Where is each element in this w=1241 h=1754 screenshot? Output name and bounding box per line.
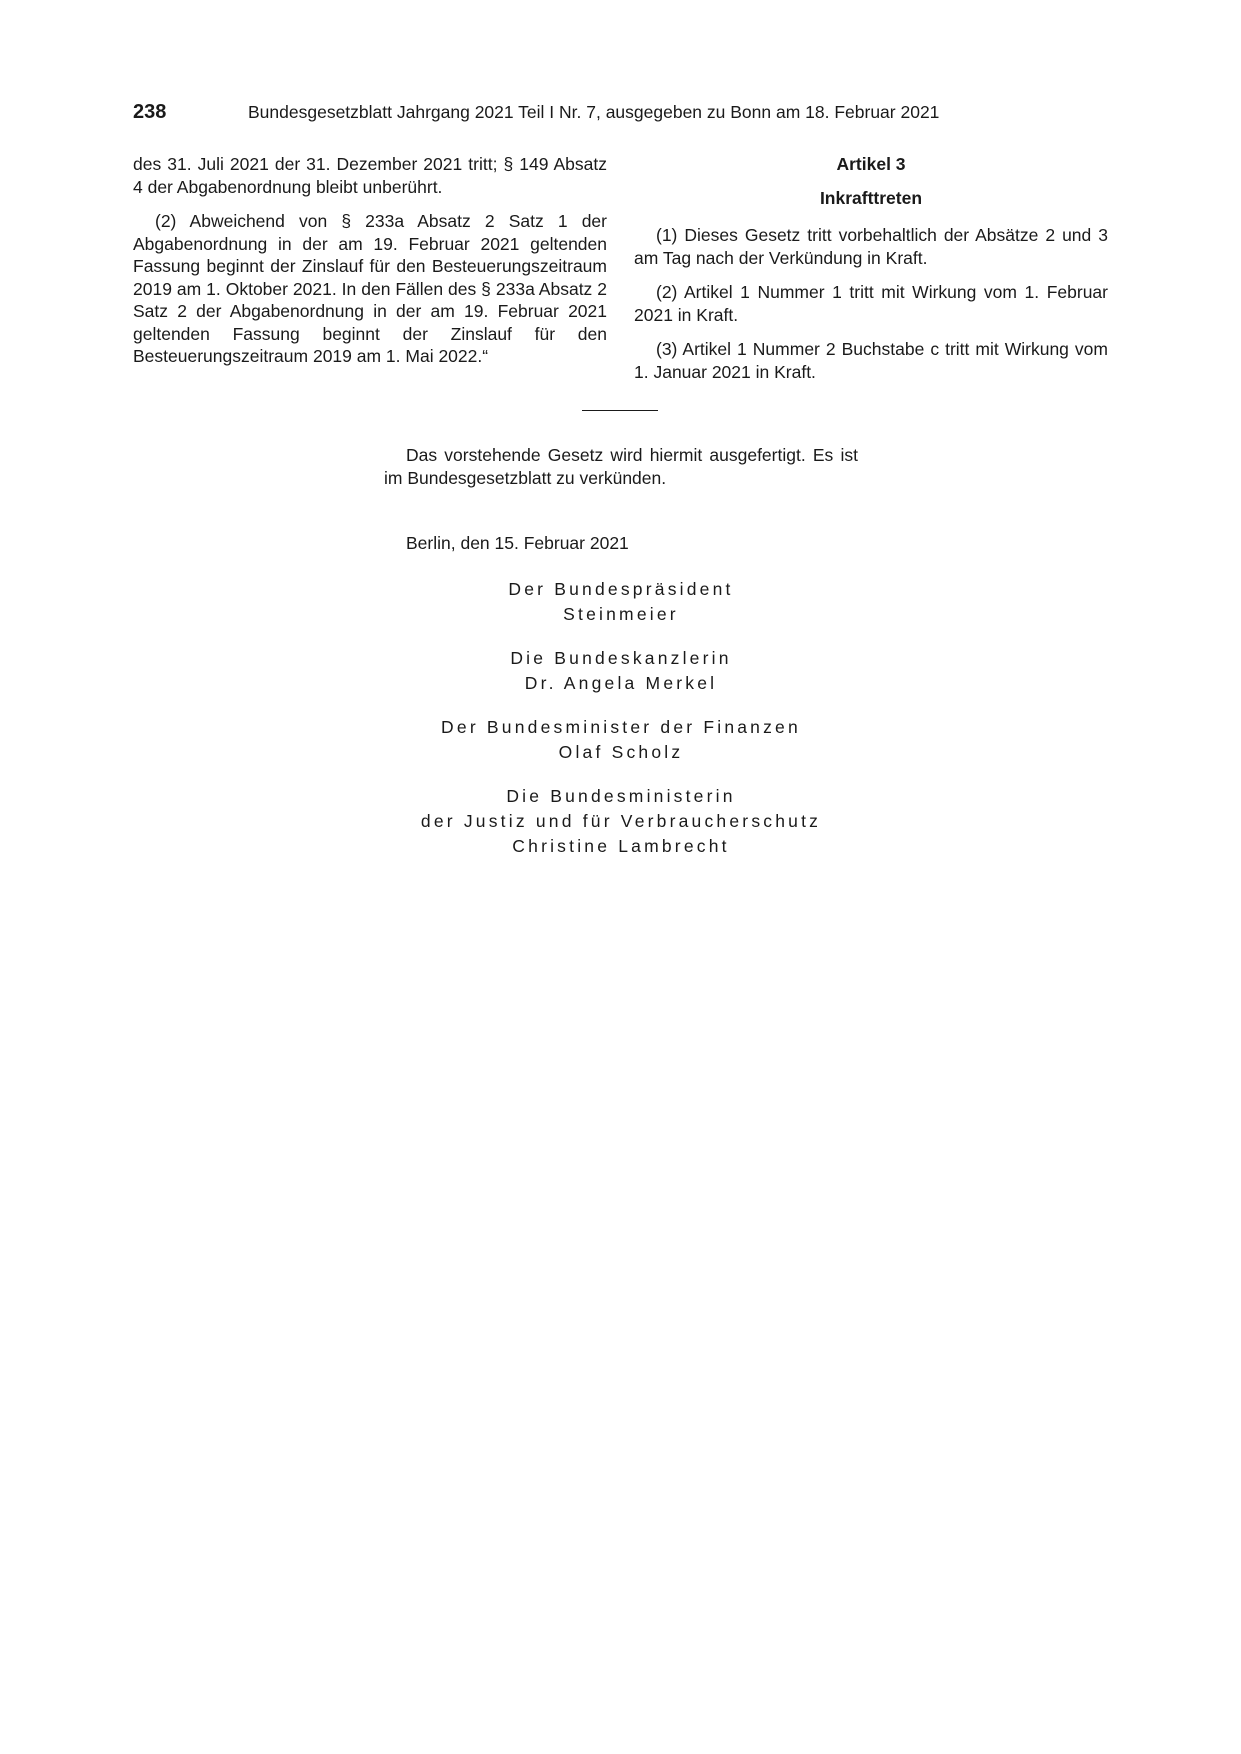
separator-rule	[582, 410, 658, 411]
closing-formula	[384, 444, 858, 555]
paragraph: (2) Abweichend von § 233a Absatz 2 Satz 1 der Abgabenordnung in der am 19. Februar 2021 geltenden Fassung beginnt der Zinslauf für den Besteuerungszeitraum 2019 am 1. Oktober 2021. In den Fällen des § 233a Absatz 2 Satz 2 der Abgabenordnung in der am 19. Februar 2021 geltenden Fassung beginnt der Zinslauf für den Besteuerungszeitraum 2019 am 1. Mai 2022.“	[133, 211, 607, 366]
running-head: Bundesgesetzblatt Jahrgang 2021 Teil I Nr. 7, ausgegeben zu Bonn am 18. Februar 2021	[248, 102, 940, 122]
signatory-role: Der Bundespräsident	[508, 579, 734, 599]
signatory-name: Steinmeier	[563, 604, 679, 624]
right-column	[634, 153, 1108, 383]
signatory-role: Die Bundesministerin	[506, 786, 736, 806]
article-title: Inkrafttreten	[819, 187, 923, 208]
paragraph: (1) Dieses Gesetz tritt vorbehaltlich der Absätze 2 und 3 am Tag nach der Verkündung in Kraft.	[634, 225, 1108, 268]
signatory-role: Die Bundeskanzlerin	[510, 648, 732, 668]
signatory-role: Der Bundesminister der Finanzen	[441, 717, 801, 737]
signatory-name: Christine Lambrecht	[512, 836, 730, 856]
signatory	[384, 715, 858, 765]
enactment-statement: Das vorstehende Gesetz wird hiermit ausgefertigt. Es ist im Bundesgesetzblatt zu verkünden.	[384, 445, 858, 488]
signature-block	[384, 577, 858, 878]
place-date: Berlin, den 15. Februar 2021	[406, 533, 629, 553]
signatory	[384, 577, 858, 627]
signatory-role-line2: der Justiz und für Verbraucherschutz	[420, 811, 822, 831]
signatory	[384, 784, 858, 859]
signatory	[384, 646, 858, 696]
left-column	[133, 153, 607, 368]
paragraph: (2) Artikel 1 Nummer 1 tritt mit Wirkung vom 1. Februar 2021 in Kraft.	[634, 282, 1108, 325]
paragraph: des 31. Juli 2021 der 31. Dezember 2021 tritt; § 149 Absatz 4 der Abgabenordnung bleibt unberührt.	[133, 154, 607, 197]
signatory-name: Olaf Scholz	[558, 742, 684, 762]
signatory-name: Dr. Angela Merkel	[524, 673, 718, 693]
paragraph: (3) Artikel 1 Nummer 2 Buchstabe c tritt mit Wirkung vom 1. Januar 2021 in Kraft.	[634, 339, 1108, 382]
page-number: 238	[133, 101, 167, 123]
article-heading: Artikel 3	[836, 154, 906, 174]
